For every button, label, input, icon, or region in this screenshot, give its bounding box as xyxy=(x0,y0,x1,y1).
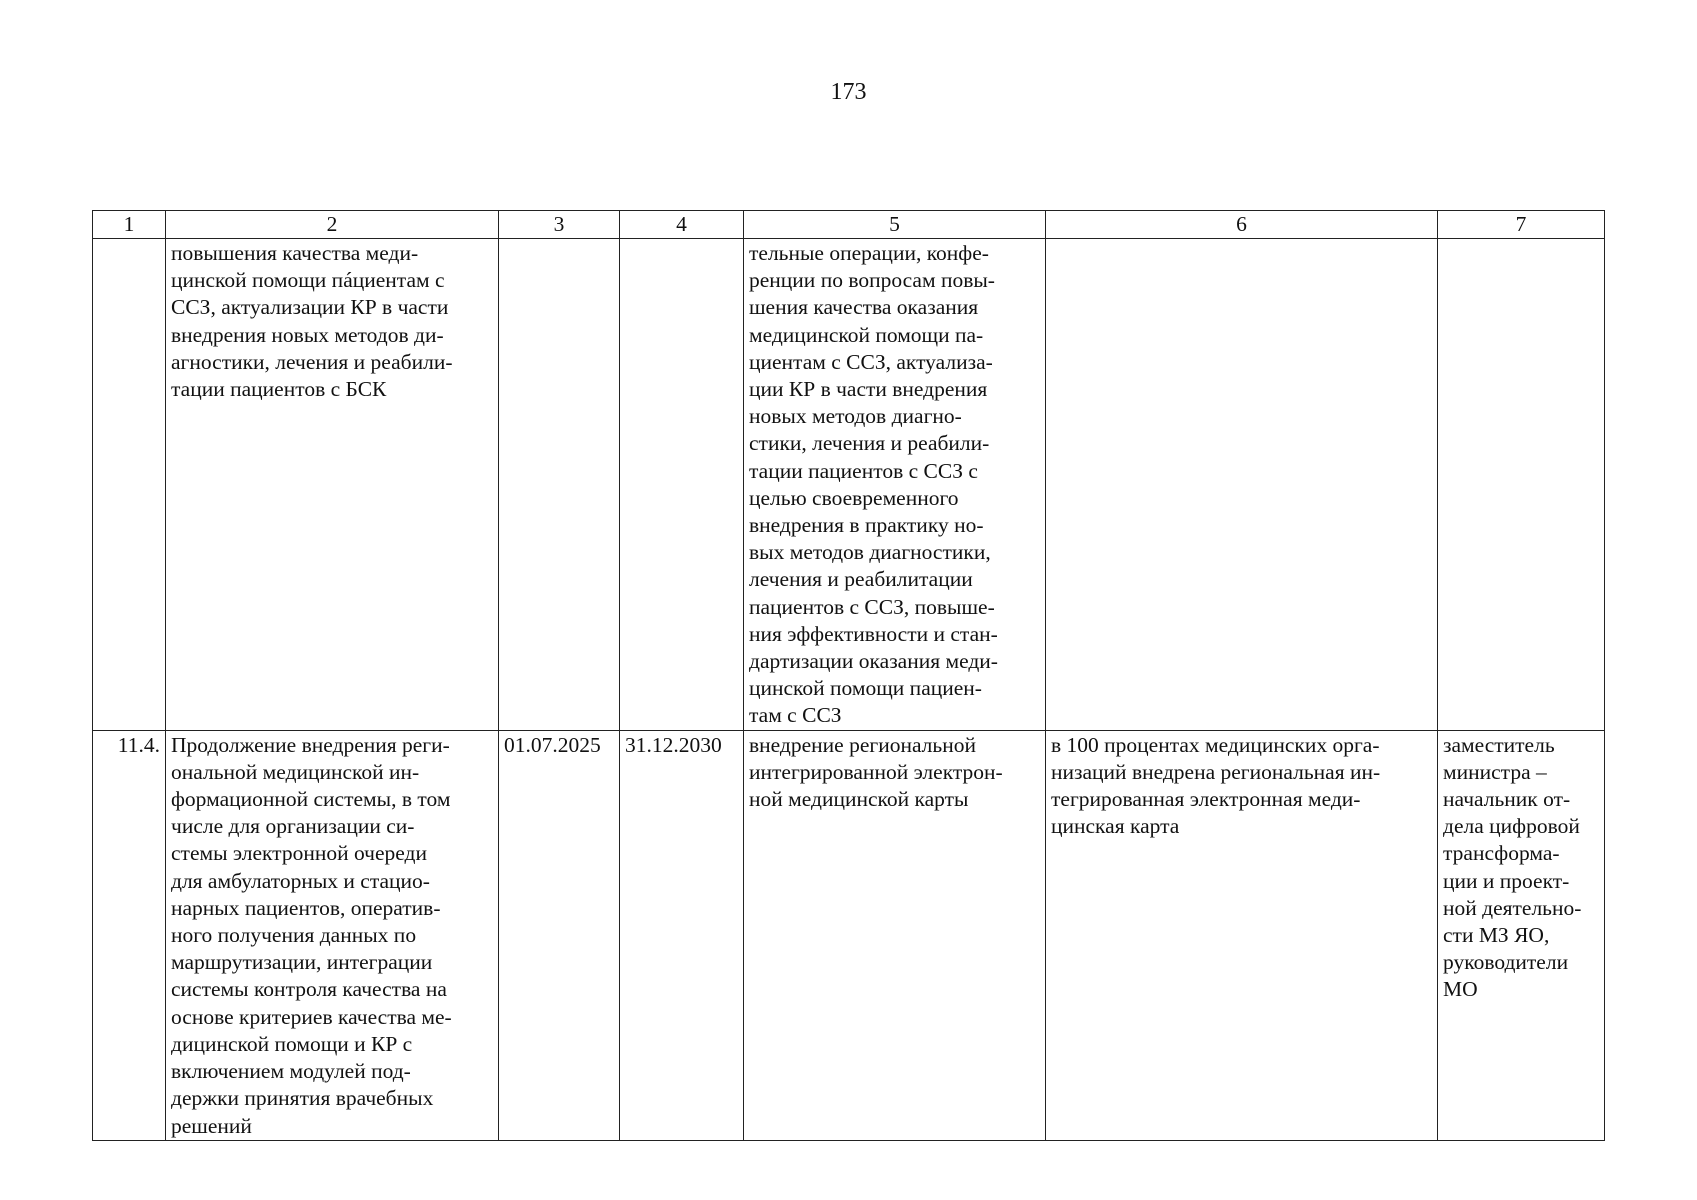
cell-text-line: ренции по вопросам повы- xyxy=(749,268,995,293)
cell-text-line: заместитель xyxy=(1443,732,1555,757)
cell-text-line: агностики, лечения и реабили- xyxy=(171,349,453,374)
cell-text-line: низаций внедрена региональная ин- xyxy=(1051,759,1381,784)
cell-text-line: числе для организации си- xyxy=(171,814,415,839)
cell-text-line: внедрение региональной xyxy=(749,732,976,757)
cell-text-line: цинской помощи пáциентам с xyxy=(171,268,445,293)
cell-text-line: держки принятия врачебных xyxy=(171,1086,434,1111)
cell-text-line: ССЗ, актуализации КР в части xyxy=(171,295,449,320)
cell-text-line: включением модулей под- xyxy=(171,1059,411,1084)
cell-text-line: пациентов с ССЗ, повыше- xyxy=(749,594,995,619)
cell-text-line: шения качества оказания xyxy=(749,295,979,320)
cell-text-line: решений xyxy=(171,1113,252,1138)
end-date-cell: 31.12.2030 xyxy=(620,730,744,1140)
cell-text-line: формационной системы, в том xyxy=(171,787,451,812)
cell-text-line: дартизации оказания меди- xyxy=(749,649,998,674)
indicator-cell xyxy=(1046,730,1438,1140)
cell-text-line: интегрированной электрон- xyxy=(749,759,1003,784)
indicator-cell xyxy=(1046,239,1438,731)
cell-text-line: маршрутизации, интеграции xyxy=(171,950,433,975)
item-number-cell xyxy=(93,239,166,731)
column-number: 5 xyxy=(744,211,1046,239)
cell-text-line: цинская карта xyxy=(1051,814,1180,839)
cell-text-line: там с ССЗ xyxy=(749,703,842,728)
cell-text-line: министра – xyxy=(1443,759,1547,784)
column-numbers-row xyxy=(93,211,1605,239)
cell-text-line: дицинской помощи и КР с xyxy=(171,1031,413,1056)
column-number: 3 xyxy=(499,211,620,239)
cell-text-line: нарных пациентов, оператив- xyxy=(171,895,441,920)
cell-text-line: основе критериев качества ме- xyxy=(171,1004,452,1029)
page-number: 173 xyxy=(830,79,867,105)
responsible-cell xyxy=(1438,730,1605,1140)
cell-text-line: стемы электронной очереди xyxy=(171,841,427,866)
measure-name-cell xyxy=(166,239,499,731)
measure-name-cell xyxy=(166,730,499,1140)
cell-text-line: тегрированная электронная меди- xyxy=(1051,787,1361,812)
column-number: 6 xyxy=(1046,211,1438,239)
cell-text-line: ной медицинской карты xyxy=(749,787,969,812)
cell-text-line: ния эффективности и стан- xyxy=(749,621,998,646)
cell-text-line: системы контроля качества на xyxy=(171,977,447,1002)
cell-text-line: циентам с ССЗ, актуализа- xyxy=(749,349,993,374)
cell-text-line: стики, лечения и реабили- xyxy=(749,431,990,456)
cell-text-line: ональной медицинской ин- xyxy=(171,759,420,784)
cell-text-line: ции КР в части внедрения xyxy=(749,377,988,402)
start-date-cell: 01.07.2025 xyxy=(499,730,620,1140)
end-date-cell xyxy=(620,239,744,731)
cell-text-line: тельные операции, конфе- xyxy=(749,241,989,265)
table-row xyxy=(93,239,1605,731)
column-number: 7 xyxy=(1438,211,1605,239)
cell-text-line: цинской помощи пациен- xyxy=(749,676,982,701)
cell-text-line: руководители xyxy=(1443,950,1569,975)
cell-text-line: ного получения данных по xyxy=(171,923,417,948)
cell-text-line: в 100 процентах медицинских орга- xyxy=(1051,732,1380,757)
cell-text-line: внедрения в практику но- xyxy=(749,513,984,538)
cell-text-line: дела цифровой xyxy=(1443,814,1580,839)
cell-text-line: медицинской помощи па- xyxy=(749,322,984,347)
start-date-cell xyxy=(499,239,620,731)
cell-text-line: Продолжение внедрения реги- xyxy=(171,732,450,757)
responsible-cell xyxy=(1438,239,1605,731)
cell-text-line: внедрения новых методов ди- xyxy=(171,322,444,347)
cell-text-line: начальник от- xyxy=(1443,787,1571,812)
cell-text-line: вых методов диагностики, xyxy=(749,540,991,565)
column-number: 1 xyxy=(93,211,166,239)
column-number: 4 xyxy=(620,211,744,239)
cell-text-line: сти МЗ ЯО, xyxy=(1443,923,1550,948)
cell-text-line: ной деятельно- xyxy=(1443,895,1582,920)
item-number-cell: 11.4. xyxy=(93,730,166,1140)
cell-text-line: трансформа- xyxy=(1443,841,1560,866)
cell-text-line: МО xyxy=(1443,977,1478,1002)
column-number: 2 xyxy=(166,211,499,239)
result-cell xyxy=(744,730,1046,1140)
result-cell xyxy=(744,239,1046,731)
cell-text-line: повышения качества меди- xyxy=(171,241,419,265)
cell-text-line: целью своевременного xyxy=(749,485,959,510)
cell-text-line: ции и проект- xyxy=(1443,868,1570,893)
cell-text-line: тации пациентов с БСК xyxy=(171,377,387,402)
cell-text-line: лечения и реабилитации xyxy=(749,567,973,592)
measures-table xyxy=(92,210,1605,1141)
cell-text-line: для амбулаторных и стацио- xyxy=(171,868,430,893)
table-row xyxy=(93,730,1605,1140)
cell-text-line: тации пациентов с ССЗ с xyxy=(749,458,978,483)
cell-text-line: новых методов диагно- xyxy=(749,404,962,429)
